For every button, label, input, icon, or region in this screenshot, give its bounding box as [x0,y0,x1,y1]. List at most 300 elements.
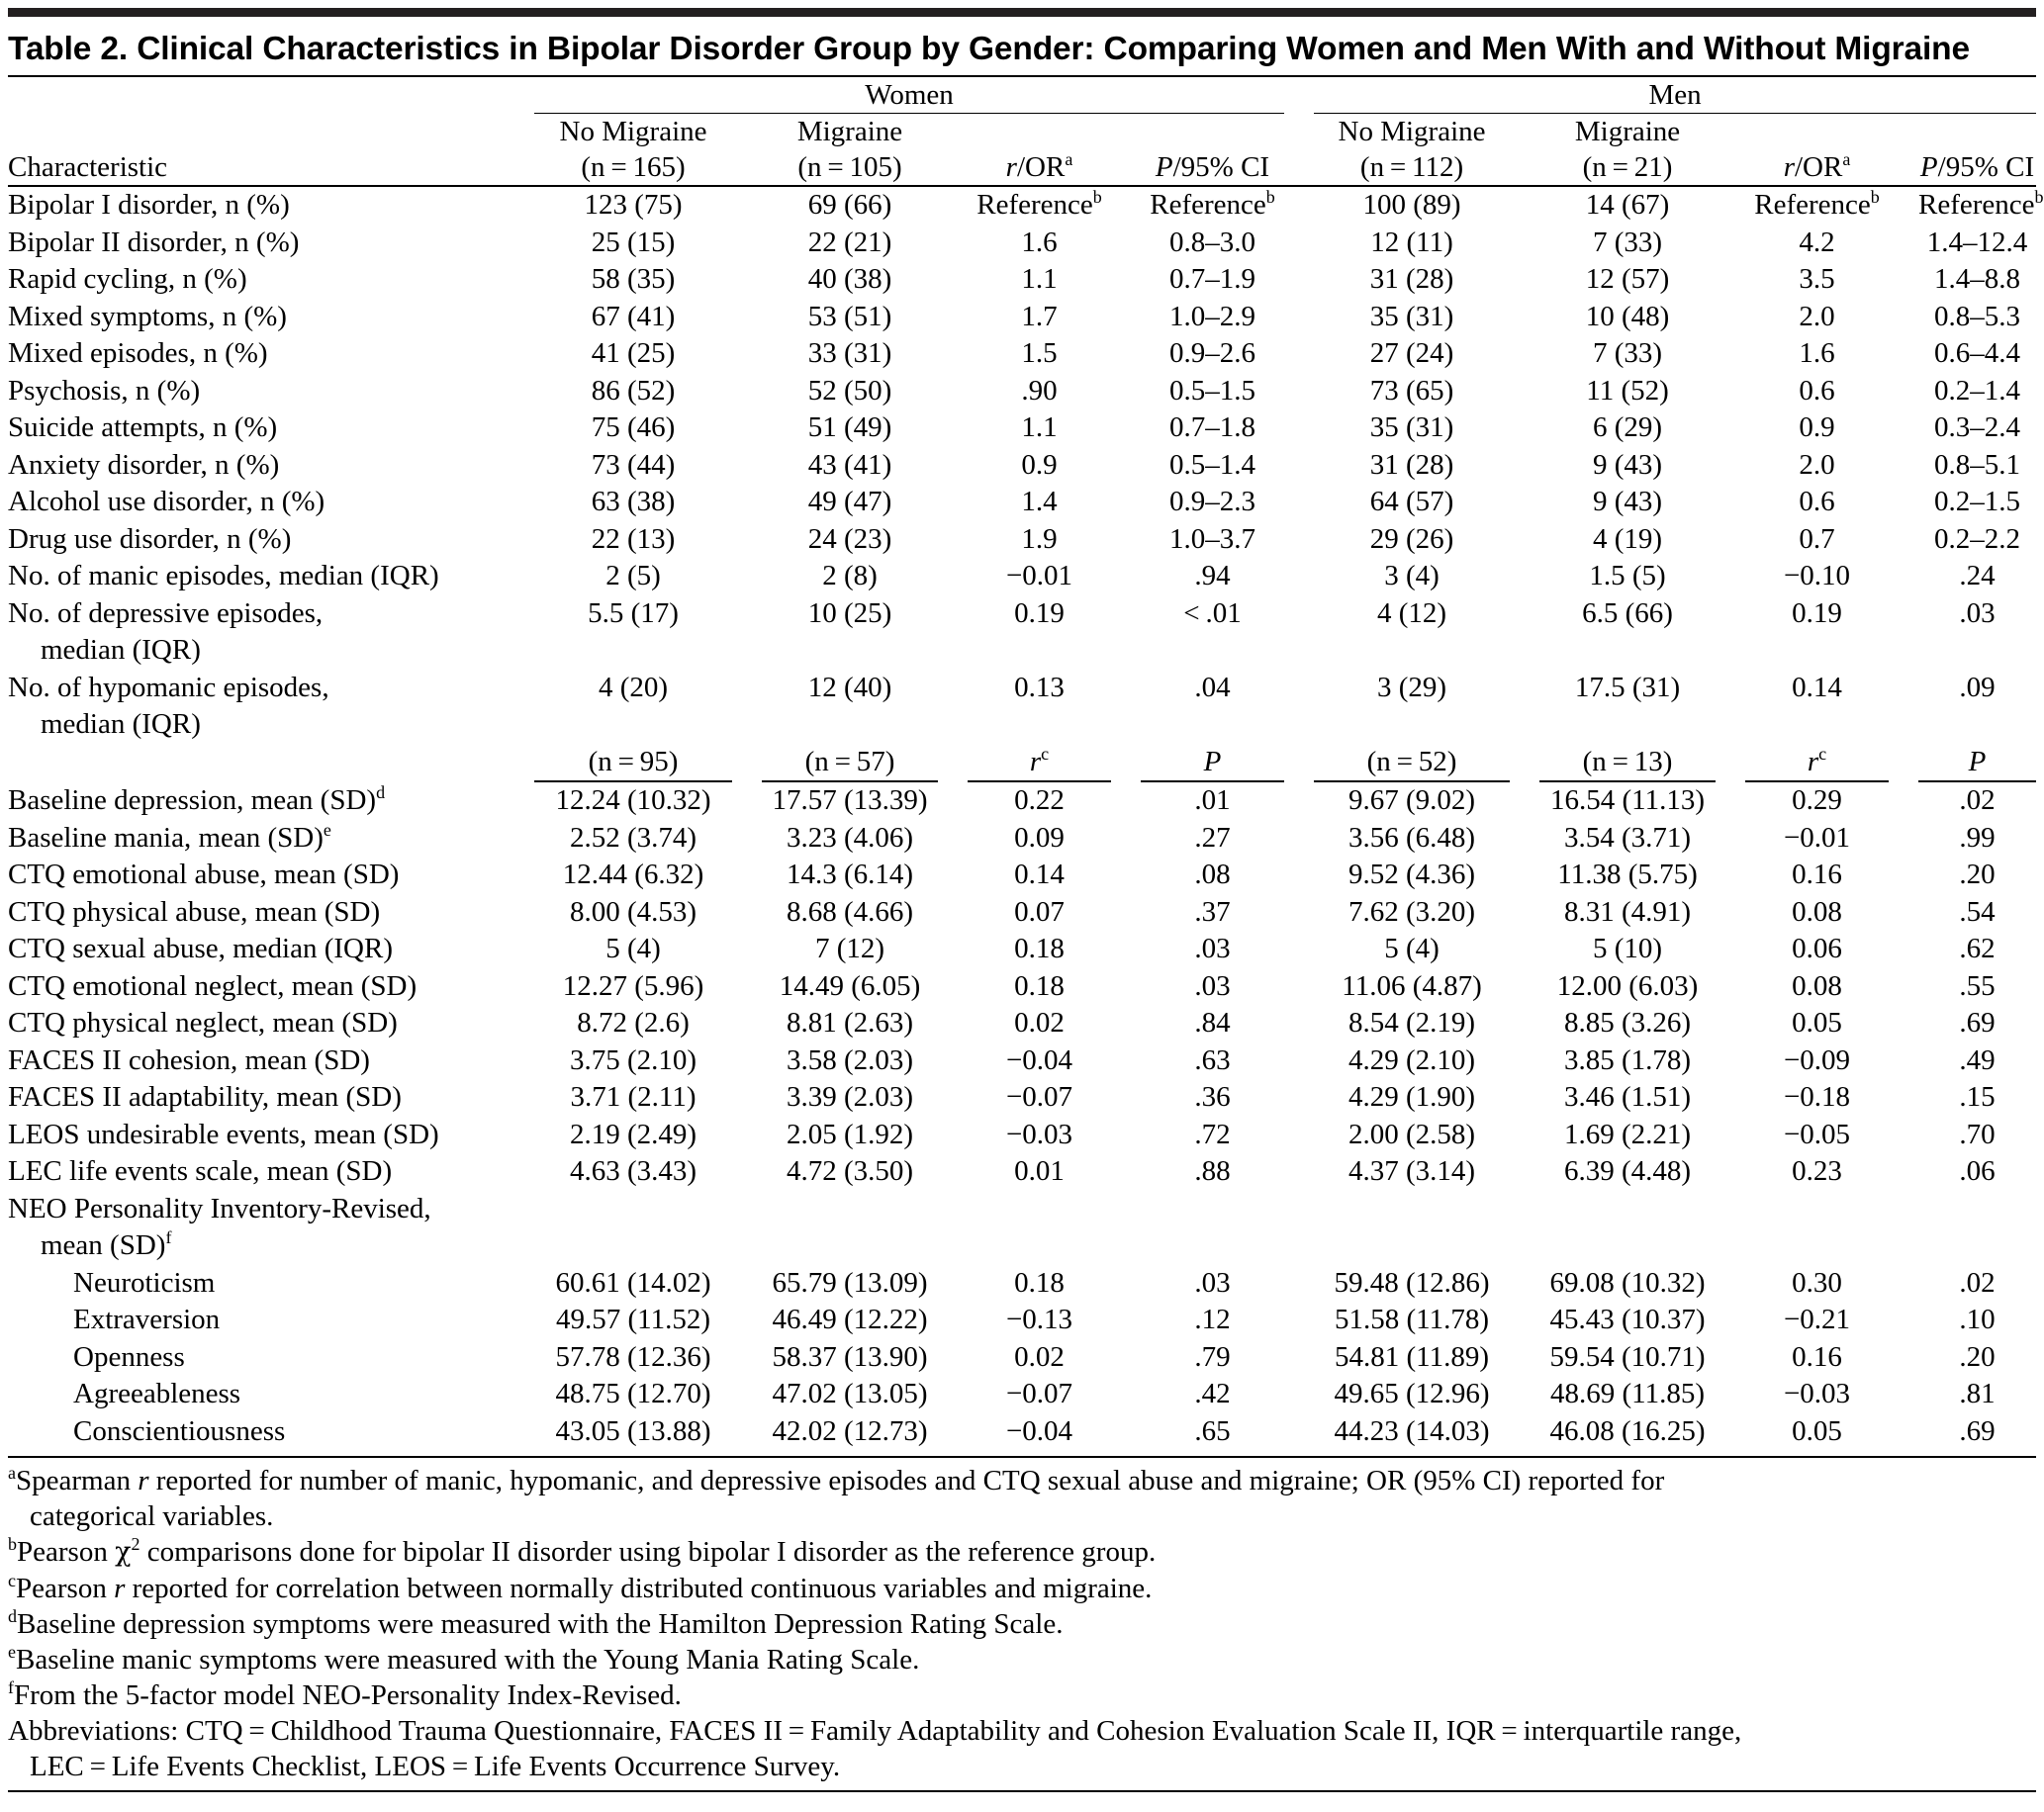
col-m-p-ci: P/95% CI [1918,149,2036,187]
cell-w-nomig: 12.24 (10.32) [555,784,711,816]
cell-m-r: 1.6 [1799,337,1835,369]
footer-rule [8,1456,2036,1458]
table-row [8,261,2036,299]
cell-w-r: −0.07 [1005,1081,1073,1113]
cell-m-nomig: 100 (89) [1362,189,1461,221]
cell-m-nomig: 4.29 (1.90) [1347,1081,1476,1113]
cell-m-mig: 69.08 (10.32) [1549,1266,1706,1299]
cell-m-p: 0.2–1.5 [1934,486,2021,517]
cell-m-nomig: 8.54 (2.19) [1347,1007,1476,1039]
cell-w-mig: 2 (8) [822,560,878,591]
cell-w-p: 0.5–1.5 [1169,374,1255,407]
cell-m-nomig: 5 (4) [1384,933,1440,964]
table-row [8,1302,2036,1339]
cell-m-r: 0.23 [1792,1155,1842,1187]
row-label: Mixed symptoms, n (%) [8,300,287,332]
cell-w-nomig: 67 (41) [591,300,676,332]
cell-m-r: 0.30 [1792,1266,1842,1299]
table-row [8,299,2036,336]
cell-m-nomig: 54.81 (11.89) [1335,1340,1490,1373]
cell-w-nomig: 12.44 (6.32) [562,859,704,890]
row-label: Baseline mania, mean (SD)$^e$ [8,819,331,854]
table-row [8,1339,2036,1377]
table-row [8,820,2036,858]
row-label: CTQ sexual abuse, median (IQR) [8,933,393,964]
cell-m-p: 0.2–2.2 [1934,522,2021,555]
cell-w-r: 1.1 [1021,263,1058,295]
cell-w-mig: 3.23 (4.06) [786,821,914,854]
cell-m-r: 0.7 [1799,522,1835,555]
cell-w-p: 0.5–1.4 [1169,448,1255,481]
cell-m-nomig: 31 (28) [1369,263,1454,295]
cell-w-mig: 42.02 (12.73) [772,1414,928,1447]
cell-m-r: 2.0 [1799,448,1835,481]
row-label: Anxiety disorder, n (%) [8,448,280,481]
row-label: LEC life events scale, mean (SD) [8,1155,393,1187]
cell-m-p: .24 [1959,560,1996,591]
cell-m-r: −0.10 [1783,560,1851,591]
cell-m-r: 0.6 [1799,374,1835,407]
group-women: Women [534,77,1284,114]
cell-m-nomig: 12 (11) [1370,226,1453,258]
table-row [8,225,2036,262]
row-label: FACES II cohesion, mean (SD) [8,1043,370,1076]
cell-w-r: 0.01 [1014,1155,1065,1187]
cell-w-r: −0.01 [1005,560,1073,591]
sub-m-p: P [1918,744,2036,783]
row-label: No. of hypomanic episodes, median (IQR) [8,671,329,740]
row-label: Alcohol use disorder, n (%) [8,486,325,517]
cell-m-mig: 46.08 (16.25) [1549,1414,1706,1447]
sub-m-nomig: (n = 52) [1314,744,1510,783]
cell-m-p: .99 [1959,821,1996,854]
cell-m-r: −0.03 [1783,1378,1851,1409]
cell-w-r: 0.02 [1014,1340,1065,1373]
col-m-nomig-n: (n = 112) [1314,149,1510,187]
cell-w-nomig: 123 (75) [584,189,683,221]
cell-w-r: 1.4 [1021,486,1058,517]
row-label: Openness [73,1340,185,1373]
table-row [8,670,2036,744]
cell-m-nomig: 64 (57) [1369,486,1454,517]
row-label: CTQ physical abuse, mean (SD) [8,895,381,928]
cell-m-r: 0.29 [1792,784,1842,816]
cell-m-nomig: 9.67 (9.02) [1347,784,1476,816]
cell-m-r: 4.2 [1799,226,1835,258]
cell-w-nomig: 12.27 (5.96) [562,969,704,1002]
table-row [8,857,2036,894]
cell-w-nomig: 75 (46) [591,411,676,443]
cell-m-r: −0.21 [1783,1304,1851,1335]
cell-w-mig: 58.37 (13.90) [772,1340,928,1373]
footnote-b: $^b$Pearson $\chi^2$ comparisons done for bipolar II disorder using bipolar I disorder as the reference group. [8,1534,1157,1568]
table-page [8,8,2044,1808]
col-w-p-ci: P/95% CI [1141,149,1284,187]
cell-w-nomig: 41 (25) [591,337,676,369]
cell-m-r: 0.19 [1792,596,1842,629]
table-row [8,1376,2036,1413]
cell-w-nomig: 4.63 (3.43) [569,1155,697,1187]
sub-w-p: P [1141,744,1284,783]
cell-m-nomig: 3.56 (6.48) [1347,821,1476,854]
cell-m-nomig: 11.06 (4.87) [1342,969,1482,1002]
cell-m-p: .55 [1959,969,1996,1002]
row-label: Bipolar I disorder, n (%) [8,189,290,221]
cell-m-r: 0.9 [1799,411,1835,443]
cell-w-r: 0.07 [1014,895,1065,928]
cell-w-p: .03 [1194,933,1231,964]
footnote-a: $^a$Spearman r reported for number of manic, hypomanic, and depressive episodes and CTQ sexual abuse and migraine; OR (95% CI) reported for categorical variables. [8,1463,1665,1532]
cell-m-mig: 8.85 (3.26) [1563,1007,1692,1039]
cell-w-nomig: 2.19 (2.49) [569,1118,697,1150]
cell-w-mig: 22 (21) [807,226,892,258]
cell-w-nomig: 58 (35) [591,263,676,295]
cell-w-p: .42 [1194,1378,1231,1409]
cell-w-nomig: 3.75 (2.10) [569,1043,697,1076]
table-row [8,1117,2036,1154]
cell-w-p: 0.9–2.6 [1169,337,1255,369]
cell-m-mig: 45.43 (10.37) [1549,1304,1706,1335]
cell-m-r: −0.09 [1783,1043,1851,1076]
cell-w-mig: 33 (31) [807,337,892,369]
table-row [8,931,2036,968]
cell-w-p: 1.0–2.9 [1169,300,1255,332]
cell-m-p: .02 [1959,784,1996,816]
cell-m-nomig: 51.58 (11.78) [1335,1304,1490,1335]
cell-w-mig: 51 (49) [807,411,892,443]
cell-m-p: 0.2–1.4 [1934,374,2021,407]
cell-w-mig: 52 (50) [807,374,892,407]
cell-w-nomig: 63 (38) [591,486,676,517]
cell-m-nomig: 4.37 (3.14) [1347,1155,1476,1187]
cell-m-p: 0.8–5.3 [1934,300,2021,332]
row-label: Bipolar II disorder, n (%) [8,226,300,258]
cell-w-mig: 43 (41) [807,448,892,481]
cell-m-r: −0.05 [1783,1118,1851,1150]
cell-m-mig: 4 (19) [1592,522,1663,555]
table-row [8,558,2036,595]
cell-m-nomig: 4.29 (2.10) [1347,1043,1476,1076]
cell-w-mig: 14.3 (6.14) [786,859,914,890]
cell-w-p: .63 [1194,1043,1231,1076]
cell-m-nomig: 4 (12) [1376,596,1447,629]
cell-m-nomig: 31 (28) [1369,448,1454,481]
cell-w-nomig: 25 (15) [591,226,676,258]
cell-w-p: < .01 [1183,596,1242,629]
cell-m-mig: 11.38 (5.75) [1557,859,1698,890]
table-row [8,409,2036,447]
table-row [8,335,2036,373]
group-men: Men [1314,77,2036,114]
footnote-d: $^d$Baseline depression symptoms were measured with the Hamilton Depression Rating Scale. [8,1606,1064,1640]
cell-m-r: 0.16 [1792,1340,1842,1373]
cell-w-mig: 8.68 (4.66) [786,895,914,928]
col-m-mig: Migraine [1574,116,1681,147]
cell-w-p: .27 [1194,821,1231,854]
cell-m-mig: 16.54 (11.13) [1550,784,1706,816]
cell-m-nomig: 7.62 (3.20) [1347,895,1476,928]
cell-w-nomig: 49.57 (11.52) [556,1304,710,1335]
row-label: Drug use disorder, n (%) [8,522,292,555]
cell-m-mig: 1.69 (2.21) [1563,1118,1692,1150]
footnotes [8,1463,2036,1784]
sub-w-mig: (n = 57) [762,744,938,783]
neo-label: NEO Personality Inventory-Revised, mean (SD)$^f$ [8,1192,431,1261]
subheader-row [8,744,2036,783]
cell-m-mig: 1.5 (5) [1589,560,1666,591]
row-label: Mixed episodes, n (%) [8,337,268,369]
cell-m-mig: 5 (10) [1592,933,1663,964]
cell-w-nomig: 22 (13) [591,522,676,555]
cell-w-nomig: 48.75 (12.70) [555,1378,711,1409]
cell-m-p: .70 [1959,1118,1996,1150]
sub-w-nomig: (n = 95) [534,744,732,783]
cell-w-nomig: 5.5 (17) [588,596,679,629]
cell-m-nomig: 2.00 (2.58) [1347,1118,1476,1150]
cell-w-p: .12 [1194,1304,1231,1335]
cell-m-p: .62 [1959,933,1996,964]
cell-w-r: 0.22 [1014,784,1065,816]
row-label: CTQ physical neglect, mean (SD) [8,1007,398,1039]
col-m-nomig: No Migraine [1338,116,1486,147]
cell-w-p: .94 [1194,560,1231,591]
cell-m-p: .20 [1959,1340,1996,1373]
cell-m-mig: 6.5 (66) [1582,596,1673,629]
cell-m-r: Reference$^b$ [1754,187,1880,221]
sub-m-mig: (n = 13) [1539,744,1716,783]
bottom-rule [8,1790,2036,1792]
cell-m-r: 0.16 [1792,859,1842,890]
cell-w-mig: 4.72 (3.50) [786,1155,914,1187]
table-row [8,447,2036,485]
table-row [8,373,2036,410]
cell-m-p: .02 [1959,1266,1996,1299]
cell-m-mig: 59.54 (10.71) [1549,1340,1706,1373]
cell-m-mig: 17.5 (31) [1574,671,1681,703]
table-row [8,968,2036,1006]
cell-w-mig: 47.02 (13.05) [772,1378,928,1409]
cell-w-mig: 17.57 (13.39) [772,784,928,816]
cell-w-mig: 14.49 (6.05) [779,969,921,1002]
row-label: Neuroticism [73,1266,216,1299]
cell-w-nomig: 86 (52) [591,374,676,407]
cell-w-mig: 3.58 (2.03) [786,1043,914,1076]
table-row [8,1079,2036,1117]
cell-w-r: −0.03 [1005,1118,1073,1150]
cell-w-mig: 65.79 (13.09) [772,1266,928,1299]
cell-w-mig: 69 (66) [807,189,892,221]
row-label: LEOS undesirable events, mean (SD) [8,1118,439,1150]
table-row [8,1265,2036,1303]
cell-m-p: 0.3–2.4 [1934,411,2021,443]
col-characteristic: Characteristic [8,149,534,187]
cell-w-mig: 49 (47) [807,486,892,517]
data-table [8,77,2044,1450]
cell-w-r: 0.14 [1014,859,1065,890]
cell-m-p: 0.8–5.1 [1934,448,2021,481]
cell-w-p: .65 [1194,1414,1231,1447]
cell-w-mig: 2.05 (1.92) [786,1118,914,1150]
cell-m-mig: 6 (29) [1592,411,1663,443]
cell-w-r: 1.5 [1021,337,1058,369]
footnote-abbreviations: Abbreviations: CTQ = Childhood Trauma Questionnaire, FACES II = Family Adaptability and Cohesion Evaluation Scale II, IQR = interquartile range, LEC = Life Events Checklist, LEOS = Life Events Occurrence Survey. [8,1715,1742,1782]
row-label: CTQ emotional abuse, mean (SD) [8,859,400,890]
cell-m-r: 2.0 [1799,300,1835,332]
cell-m-nomig: 29 (26) [1369,522,1454,555]
table-body-continuous [8,782,2036,1191]
cell-w-r: Reference$^b$ [976,187,1102,221]
cell-w-nomig: 8.00 (4.53) [569,895,697,928]
cell-w-p: .72 [1194,1118,1231,1150]
cell-w-nomig: 8.72 (2.6) [577,1007,690,1039]
cell-w-p: .84 [1194,1007,1231,1039]
top-bar [8,8,2036,17]
cell-w-r: 0.18 [1014,969,1065,1002]
footnote-e: $^e$Baseline manic symptoms were measured with the Young Mania Rating Scale. [8,1642,920,1676]
cell-m-p: .15 [1959,1081,1996,1113]
cell-m-mig: 12 (57) [1585,263,1670,295]
row-label: No. of manic episodes, median (IQR) [8,560,439,591]
cell-m-p: .69 [1959,1414,1996,1447]
cell-w-r: −0.13 [1005,1304,1073,1335]
table-row [8,595,2036,670]
cell-w-p: .03 [1194,969,1231,1002]
cell-w-p: 0.7–1.9 [1169,263,1255,295]
cell-w-p: .79 [1194,1340,1231,1373]
col-w-mig: Migraine [796,116,903,147]
cell-m-nomig: 35 (31) [1369,300,1454,332]
cell-m-nomig: 9.52 (4.36) [1347,859,1476,890]
cell-w-nomig: 57.78 (12.36) [555,1340,711,1373]
cell-w-mig: 8.81 (2.63) [786,1007,914,1039]
cell-m-mig: 3.85 (1.78) [1563,1043,1692,1076]
row-label: Baseline depression, mean (SD)$^d$ [8,782,386,816]
row-label: FACES II adaptability, mean (SD) [8,1081,402,1113]
cell-w-p: Reference$^b$ [1150,187,1275,221]
cell-m-mig: 9 (43) [1592,448,1663,481]
row-label: No. of depressive episodes, median (IQR) [8,596,324,666]
cell-m-p: .06 [1959,1155,1996,1187]
cell-w-p: 0.9–2.3 [1169,486,1255,517]
col-w-r-or: $r/OR^a$ [968,149,1111,187]
table-title: Table 2. Clinical Characteristics in Bipolar Disorder Group by Gender: Comparing Women and Men With and Without Migraine [8,31,1970,67]
cell-m-nomig: 27 (24) [1369,337,1454,369]
cell-w-p: .03 [1194,1266,1231,1299]
cell-w-r: 0.19 [1014,596,1065,629]
cell-w-r: 0.09 [1014,821,1065,854]
cell-m-p: .54 [1959,895,1996,928]
cell-m-r: 3.5 [1799,263,1835,295]
cell-m-nomig: 73 (65) [1369,374,1454,407]
cell-w-r: 1.1 [1021,411,1058,443]
table-subheader [8,744,2036,783]
cell-w-nomig: 43.05 (13.88) [555,1414,711,1447]
cell-w-nomig: 73 (44) [591,448,676,481]
cell-w-r: −0.07 [1005,1378,1073,1409]
row-label: Psychosis, n (%) [8,374,201,407]
cell-m-p: 0.6–4.4 [1934,337,2021,369]
table-row [8,782,2036,820]
cell-w-r: 0.02 [1014,1007,1065,1039]
column-header-row-1 [8,114,2036,149]
table-row [8,521,2036,559]
col-w-nomig-n: (n = 165) [534,149,732,187]
cell-w-p: 1.0–3.7 [1169,522,1255,555]
cell-w-mig: 3.39 (2.03) [786,1081,914,1113]
cell-m-p: .03 [1959,596,1996,629]
col-m-mig-n: (n = 21) [1539,149,1716,187]
row-label: Conscientiousness [73,1414,286,1447]
cell-m-p: .09 [1959,671,1996,703]
cell-w-r: 0.13 [1014,671,1065,703]
cell-w-r: 1.9 [1021,522,1058,555]
cell-m-mig: 6.39 (4.48) [1563,1155,1692,1187]
cell-w-nomig: 60.61 (14.02) [555,1266,711,1299]
cell-m-p: .81 [1959,1378,1996,1409]
table-body-neo-rows [8,1265,2036,1451]
cell-w-p: .01 [1194,784,1231,816]
cell-m-mig: 12.00 (6.03) [1556,969,1699,1002]
cell-m-mig: 48.69 (11.85) [1550,1378,1706,1409]
cell-w-nomig: 5 (4) [605,933,661,964]
cell-w-r: .90 [1021,374,1058,407]
cell-m-r: −0.18 [1783,1081,1851,1113]
col-w-nomig: No Migraine [559,116,707,147]
cell-w-p: .04 [1194,671,1231,703]
cell-m-r: 0.05 [1792,1007,1842,1039]
cell-w-mig: 10 (25) [807,596,892,629]
table-row [8,187,2036,225]
col-w-mig-n: (n = 105) [762,149,938,187]
cell-m-mig: 8.31 (4.91) [1563,895,1692,928]
cell-m-r: −0.01 [1783,821,1851,854]
row-label: CTQ emotional neglect, mean (SD) [8,969,418,1002]
cell-m-nomig: 44.23 (14.03) [1334,1414,1490,1447]
cell-m-mig: 10 (48) [1585,300,1670,332]
cell-w-r: 1.7 [1021,300,1058,332]
cell-m-r: 0.06 [1792,933,1842,964]
row-label: Rapid cycling, n (%) [8,263,247,295]
footnote-f: $^f$From the 5-factor model NEO-Personality Index-Revised. [8,1677,682,1711]
cell-w-mig: 46.49 (12.22) [772,1304,928,1335]
cell-m-mig: 7 (33) [1592,226,1663,258]
cell-m-p: Reference$^b$ [1918,187,2044,221]
cell-m-mig: 14 (67) [1585,189,1670,221]
cell-w-nomig: 3.71 (2.11) [570,1081,697,1113]
table-row [8,1042,2036,1080]
cell-m-p: .49 [1959,1043,1996,1076]
cell-w-mig: 7 (12) [814,933,885,964]
cell-w-r: 0.18 [1014,1266,1065,1299]
cell-w-r: 1.6 [1021,226,1058,258]
cell-w-p: 0.7–1.8 [1169,411,1255,443]
cell-m-r: 0.08 [1792,969,1842,1002]
cell-m-p: .20 [1959,859,1996,890]
group-header-row [8,77,2036,114]
cell-w-mig: 40 (38) [807,263,892,295]
row-label: Agreeableness [73,1378,241,1409]
cell-m-r: 0.08 [1792,895,1842,928]
cell-w-p: 0.8–3.0 [1169,226,1255,258]
cell-w-r: −0.04 [1005,1043,1073,1076]
cell-m-p: .10 [1959,1304,1996,1335]
cell-w-nomig: 2 (5) [605,560,661,591]
cell-m-p: 1.4–12.4 [1926,226,2028,258]
cell-w-mig: 12 (40) [807,671,892,703]
cell-w-mig: 24 (23) [807,522,892,555]
cell-m-p: 1.4–8.8 [1934,263,2021,295]
cell-m-nomig: 3 (29) [1376,671,1447,703]
